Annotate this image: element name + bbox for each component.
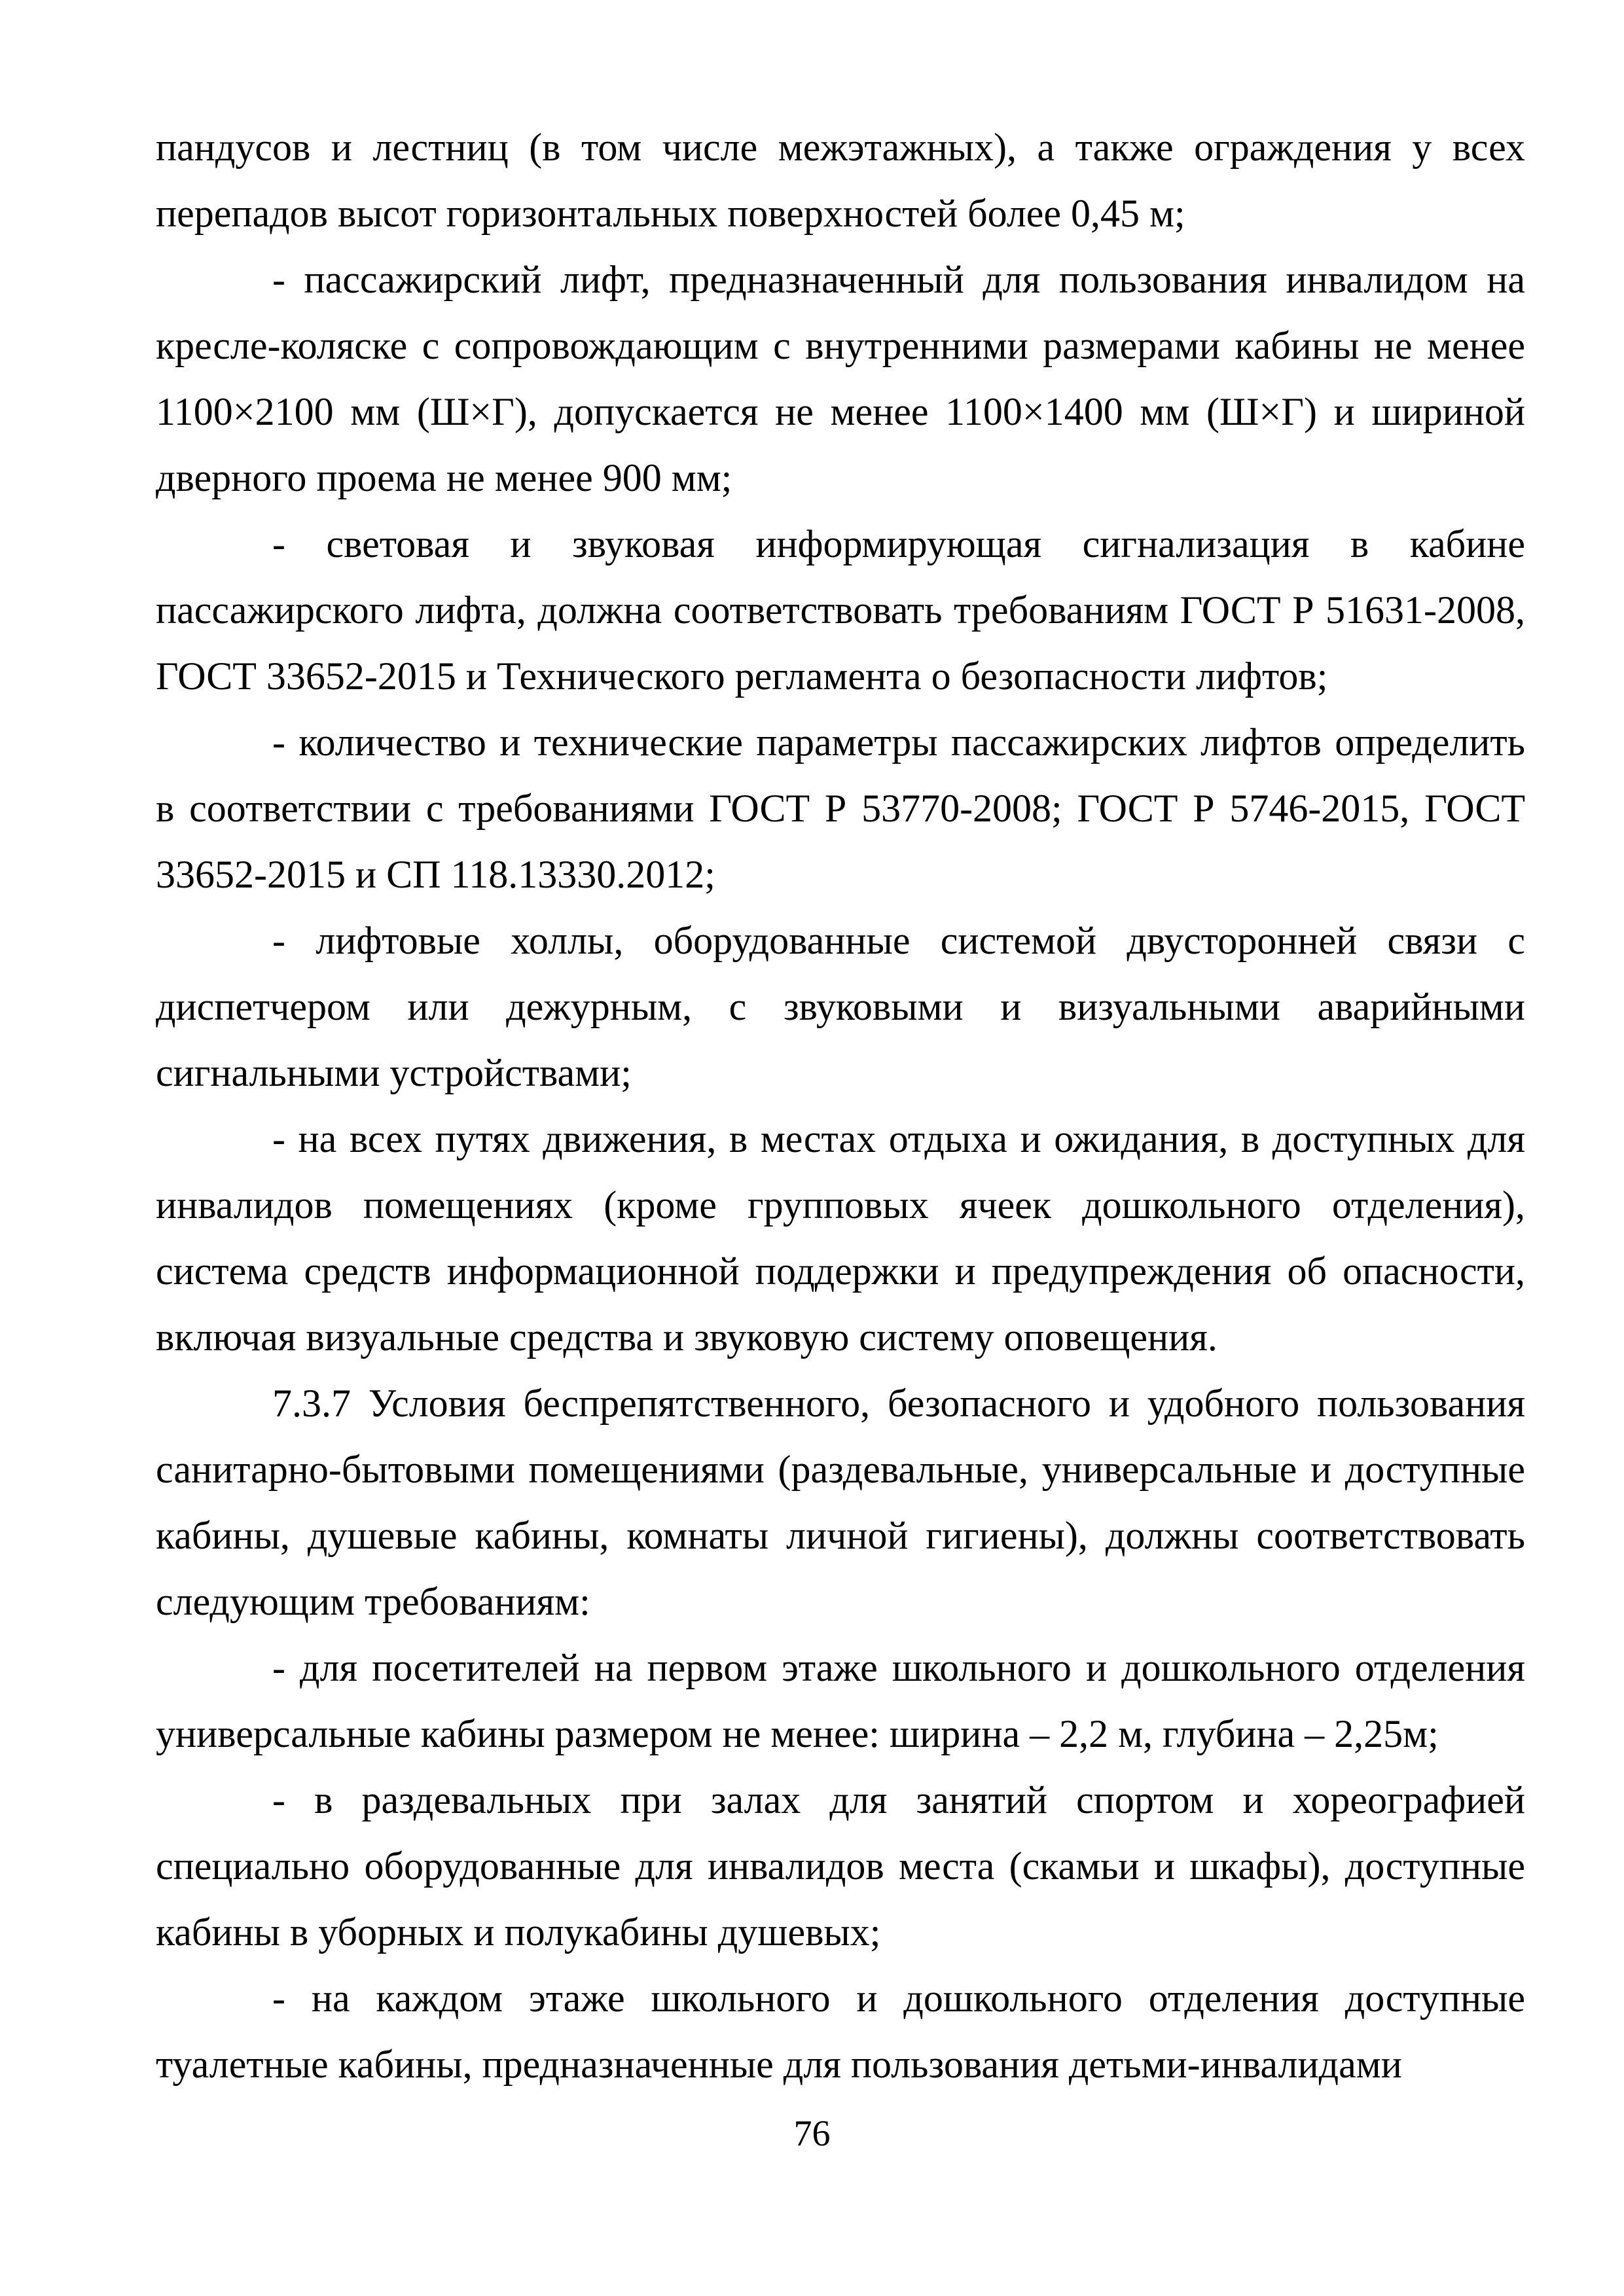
page-number: 76 <box>793 2113 831 2154</box>
paragraph-toilet-cabins: - на каждом этаже школьного и дошкольного отделения доступные туалетные кабины, предназначенные для пользования детьми-инвалидами <box>156 1977 1525 2086</box>
paragraph-lift-signaling: - световая и звуковая информирующая сигнализация в кабине пассажирского лифта, должна соответствовать требованиям ГОСТ Р 51631-2008, ГОСТ 33652-2015 и Технического регламента о безопасности лифтов; <box>156 522 1525 698</box>
paragraph-lift-halls: - лифтовые холлы, оборудованные системой двусторонней связи с диспетчером или дежурным, с звуковыми и визуальными аварийными сигнальными устройствами; <box>156 919 1525 1094</box>
paragraph-continuation: пандусов и лестниц (в том числе межэтажных), а также ограждения у всех перепадов высот горизонтальных поверхностей более 0,45 м; <box>156 126 1525 235</box>
paragraph-visitor-cabins: - для посетителей на первом этаже школьного и дошкольного отделения универсальные кабины размером не менее: ширина – 2,2 м, глубина – 2,25м; <box>156 1646 1525 1755</box>
paragraph-passenger-lift: - пассажирский лифт, предназначенный для пользования инвалидом на кресле-коляске с сопровождающим с внутренними размерами кабины не менее 1100×2100 мм (Ш×Г), допускается не менее 1100×1400 мм (Ш×Г) и шириной дверного проема не менее 900 мм; <box>156 258 1525 499</box>
paragraph-section-7-3-7: 7.3.7 Условия беспрепятственного, безопасного и удобного пользования санитарно-бытовыми помещениями (раздевальные, универсальные и доступные кабины, душевые кабины, комнаты личной гигиены), должны соответствовать следующим требованиям: <box>156 1382 1525 1623</box>
paragraph-lift-parameters: - количество и технические параметры пассажирских лифтов определить в соответствии с требованиями ГОСТ Р 53770-2008; ГОСТ Р 5746-2015, ГОСТ 33652-2015 и СП 118.13330.2012; <box>156 721 1525 896</box>
paragraph-changing-rooms: - в раздевальных при залах для занятий спортом и хореографией специально оборудованные для инвалидов места (скамьи и шкафы), доступные кабины в уборных и полукабины душевых; <box>156 1778 1525 1954</box>
document-page <box>156 115 1525 2098</box>
paragraph-information-system: - на всех путях движения, в местах отдыха и ожидания, в доступных для инвалидов помещениях (кроме групповых ячеек дошкольного отделения), система средств информационной поддержки и предупреждения об опасности, включая визуальные средства и звуковую систему оповещения. <box>156 1117 1525 1359</box>
